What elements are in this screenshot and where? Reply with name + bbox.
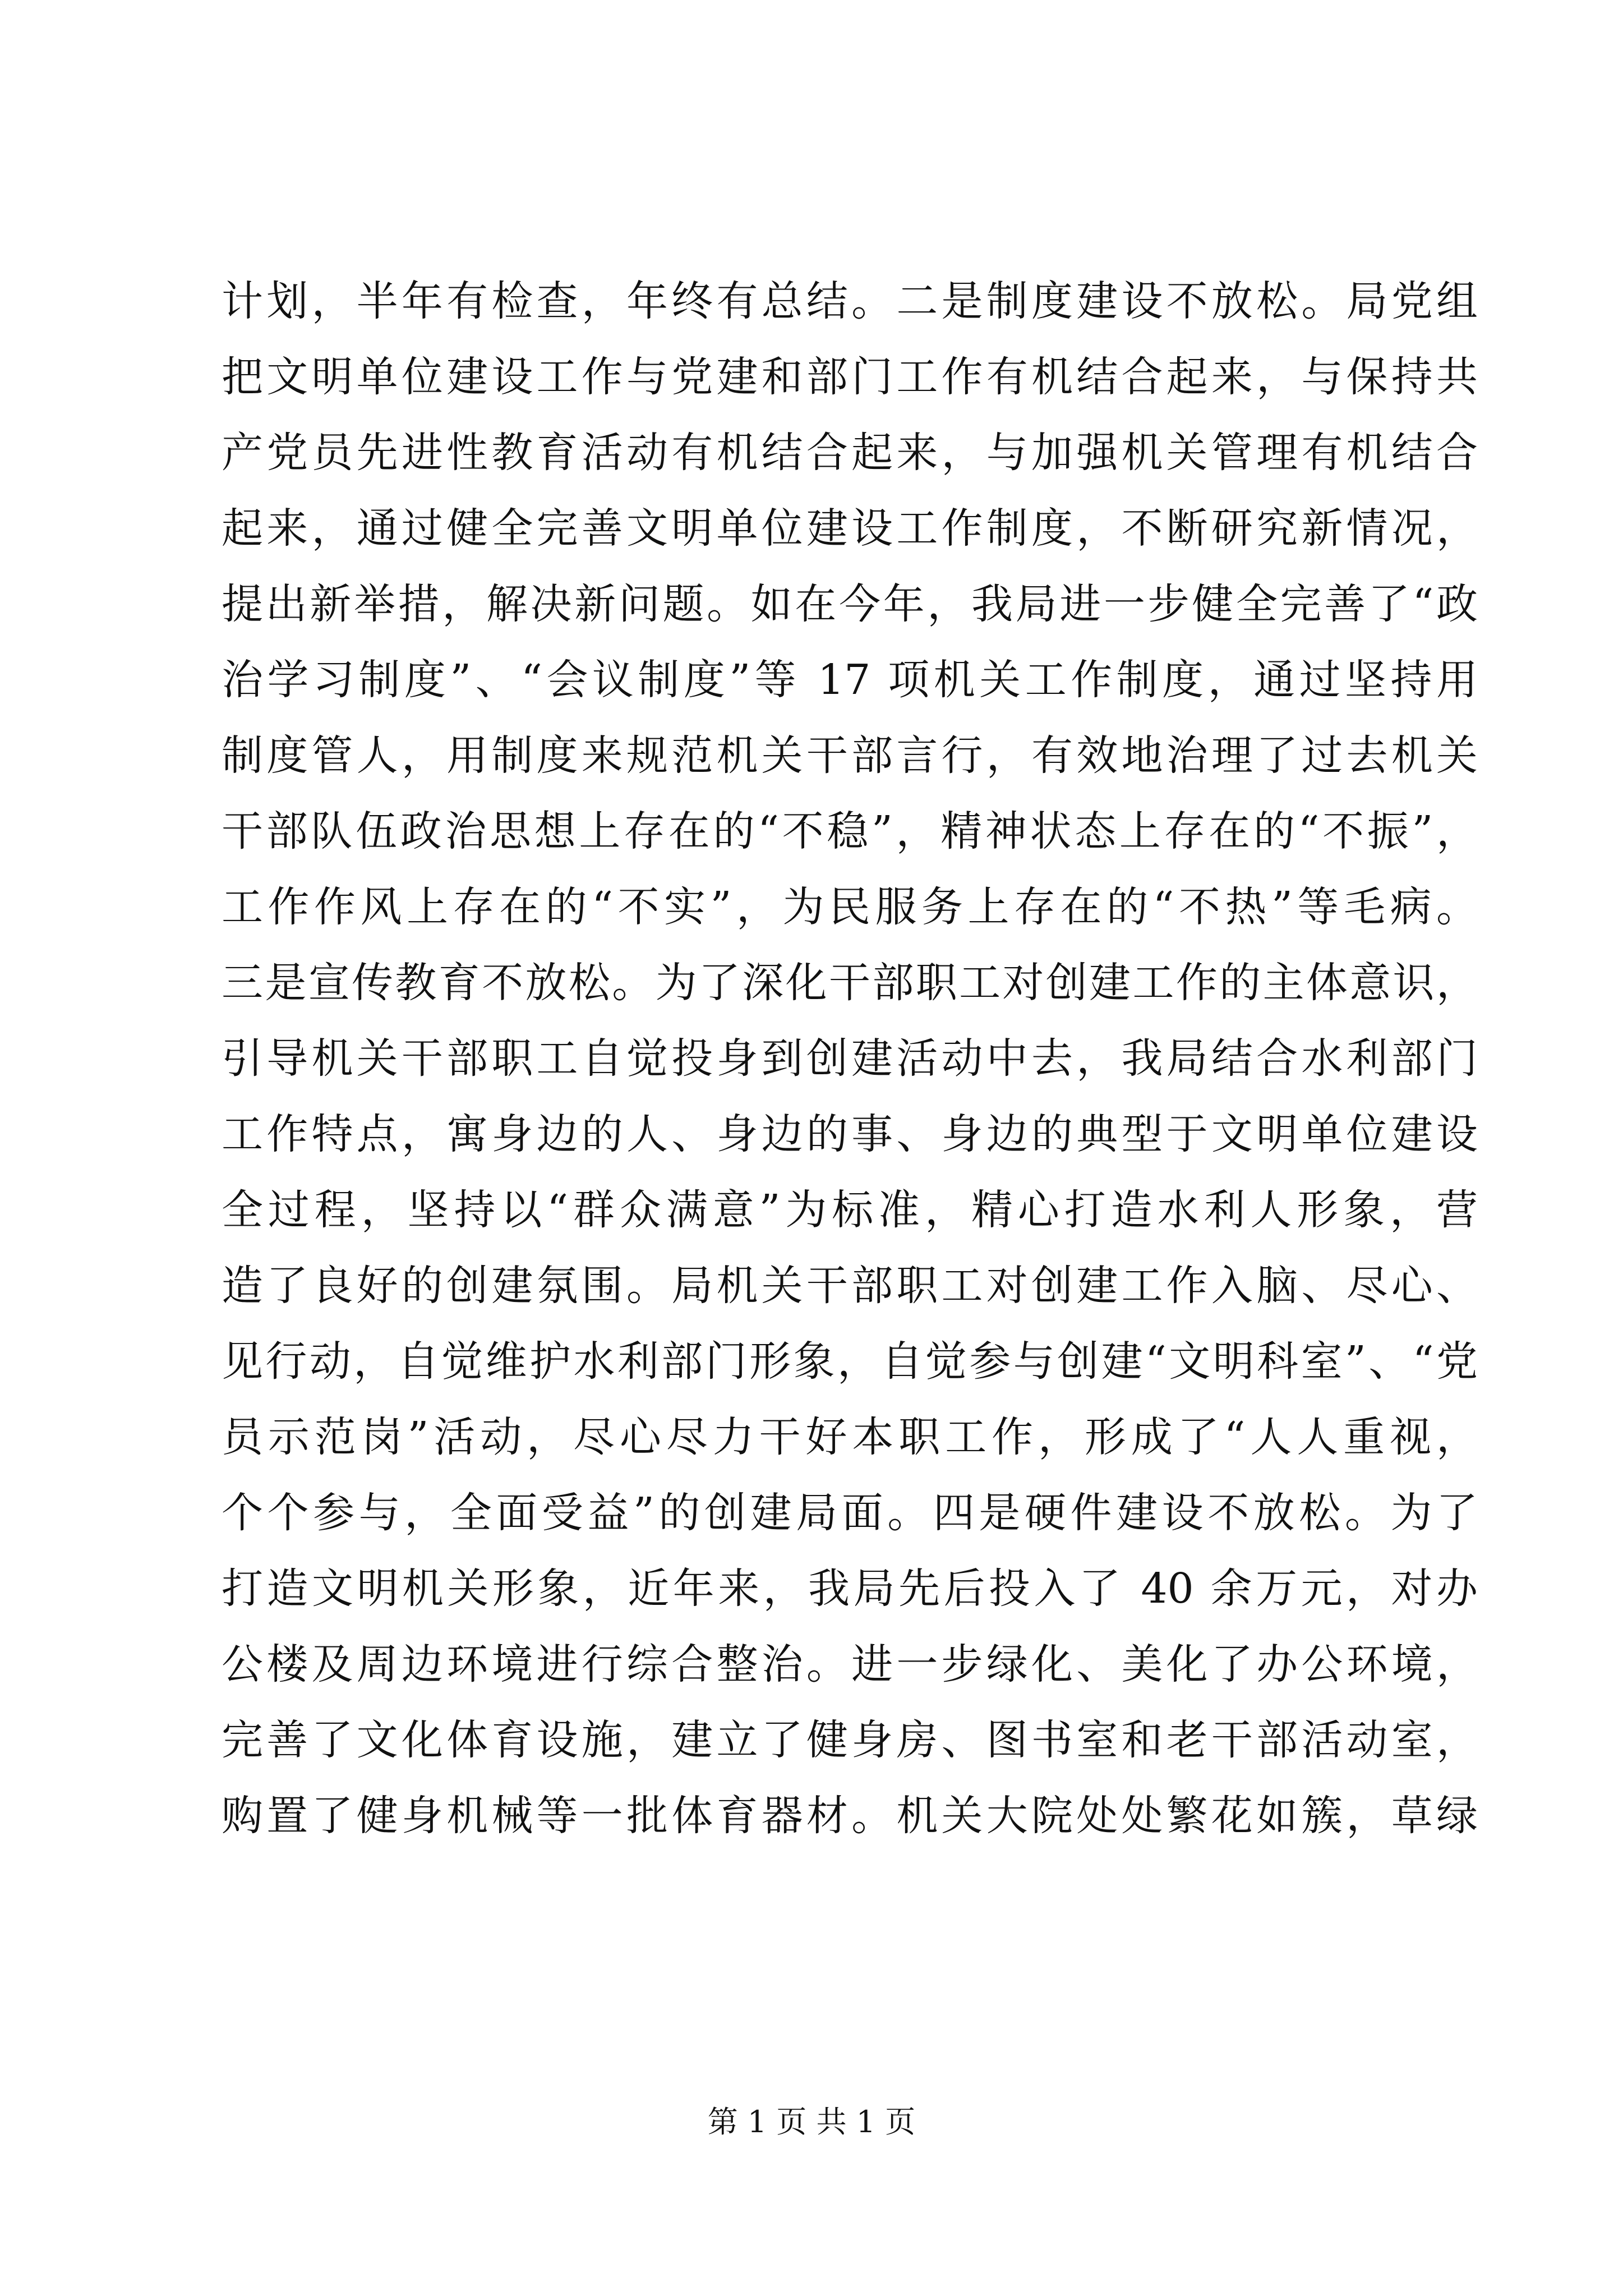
text-line: 提出新举措，解决新问题。如在今年，我局进一步健全完善了“政 bbox=[222, 580, 1478, 628]
text-line: 全过程，坚持以“群众满意”为标准，精心打造水利人形象，营 bbox=[222, 1186, 1478, 1234]
text-line: 打造文明机关形象，近年来，我局先后投入了 40 余万元，对办 bbox=[222, 1565, 1478, 1613]
text-line: 把文明单位建设工作与党建和部门工作有机结合起来，与保持共 bbox=[222, 353, 1478, 401]
text-line: 公楼及周边环境进行综合整治。进一步绿化、美化了办公环境， bbox=[222, 1640, 1478, 1688]
text-line: 个个参与，全面受益”的创建局面。四是硬件建设不放松。为了 bbox=[222, 1489, 1478, 1537]
text-line: 起来，通过健全完善文明单位建设工作制度，不断研究新情况， bbox=[222, 504, 1478, 553]
text-line: 产党员先进性教育活动有机结合起来，与加强机关管理有机结合 bbox=[222, 429, 1478, 477]
text-line: 制度管人，用制度来规范机关干部言行，有效地治理了过去机关 bbox=[222, 731, 1478, 780]
text-line: 造了良好的创建氛围。局机关干部职工对创建工作入脑、尽心、 bbox=[222, 1262, 1478, 1310]
text-line: 治学习制度”、“会议制度”等 17 项机关工作制度，通过坚持用 bbox=[222, 656, 1478, 704]
text-line: 购置了健身机械等一批体育器材。机关大院处处繁花如簇，草绿 bbox=[222, 1792, 1478, 1840]
document-body bbox=[222, 264, 1478, 1854]
text-line: 工作作风上存在的“不实”，为民服务上存在的“不热”等毛病。 bbox=[222, 883, 1478, 931]
text-line: 见行动，自觉维护水利部门形象，自觉参与创建“文明科室”、“党 bbox=[222, 1337, 1478, 1386]
page-footer bbox=[0, 2098, 1623, 2141]
page-number-label: 第 1 页 共 1 页 bbox=[707, 2104, 916, 2139]
text-line: 干部队伍政治思想上存在的“不稳”，精神状态上存在的“不振”， bbox=[222, 807, 1478, 855]
text-line: 员示范岗”活动，尽心尽力干好本职工作，形成了“人人重视， bbox=[222, 1413, 1478, 1461]
text-line: 工作特点，寓身边的人、身边的事、身边的典型于文明单位建设 bbox=[222, 1110, 1478, 1158]
text-line: 三是宣传教育不放松。为了深化干部职工对创建工作的主体意识， bbox=[222, 959, 1478, 1007]
text-line: 引导机关干部职工自觉投身到创建活动中去，我局结合水利部门 bbox=[222, 1034, 1478, 1083]
text-line: 计划，半年有检查，年终有总结。二是制度建设不放松。局党组 bbox=[222, 277, 1478, 325]
text-line: 完善了文化体育设施，建立了健身房、图书室和老干部活动室， bbox=[222, 1716, 1478, 1764]
